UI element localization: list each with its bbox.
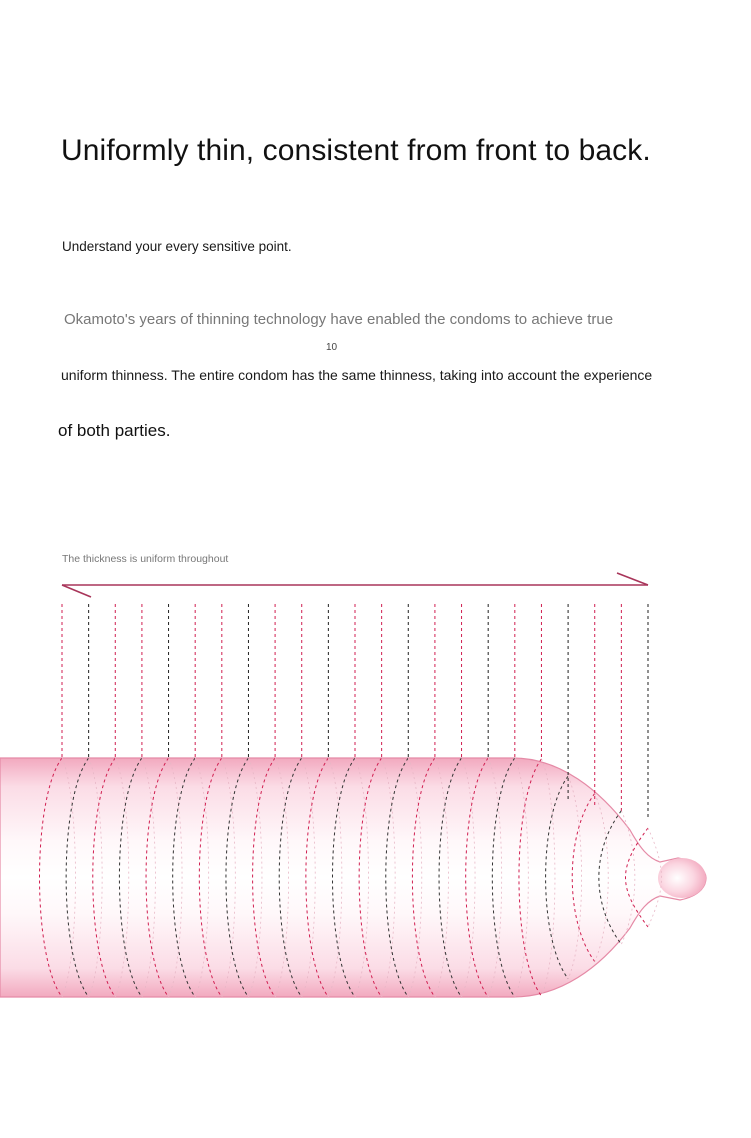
body-text-line-1: Okamoto's years of thinning technology have enabled the condoms to achieve true [64, 311, 614, 328]
subheadline: Understand your every sensitive point. [62, 239, 292, 254]
page-number: 10 [326, 342, 338, 353]
reservoir-tip [658, 858, 706, 898]
headline: Uniformly thin, consistent from front to back. [61, 134, 651, 167]
condom-illustration [0, 758, 706, 997]
thickness-arrow [62, 573, 648, 597]
diagram-caption: The thickness is uniform throughout [62, 553, 229, 565]
body-text-line-2: uniform thinness. The entire condom has the same thinness, taking into account the experience [61, 367, 653, 383]
body-text-line-3: of both parties. [58, 421, 171, 440]
